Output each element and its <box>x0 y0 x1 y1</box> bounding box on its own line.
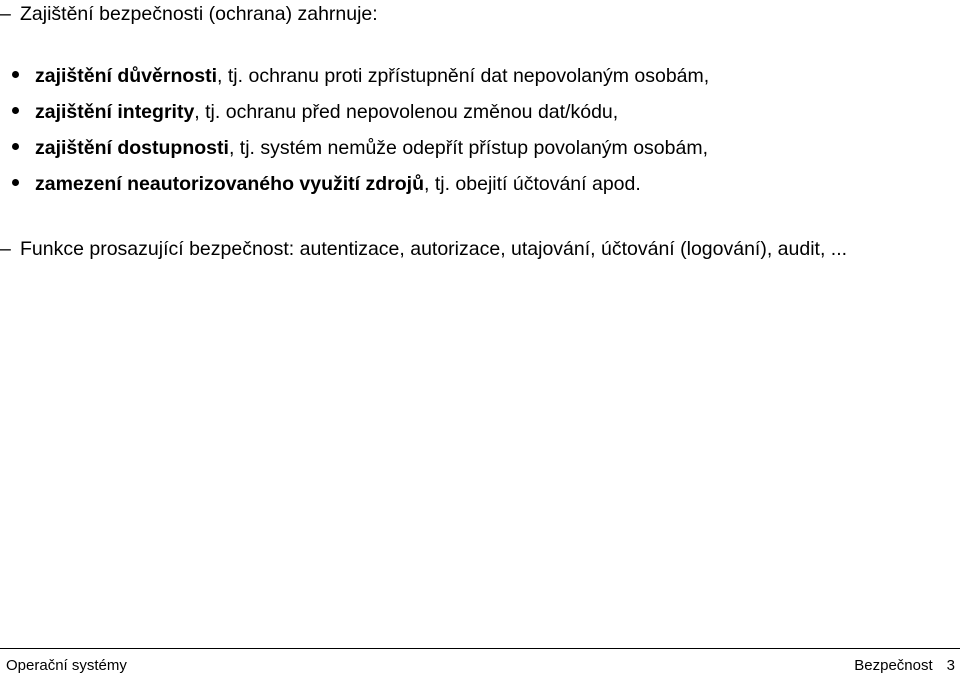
bullet-item-confidentiality <box>12 64 709 88</box>
bullet-icon <box>12 71 19 78</box>
second-dash: – <box>0 238 11 260</box>
bullet-item-unauthorized-use <box>12 172 641 196</box>
item-term: zamezení neautorizovaného využití zdrojů <box>35 173 424 195</box>
bullet-icon <box>12 143 19 150</box>
item-term: zajištění dostupnosti <box>35 137 229 159</box>
heading-dash: – <box>0 3 11 25</box>
heading-line <box>0 2 378 26</box>
heading-text: Zajištění bezpečnosti (ochrana) zahrnuje: <box>20 3 378 25</box>
item-rest: , tj. ochranu před nepovolenou změnou dat/kódu, <box>194 101 619 123</box>
footer-page-number: 3 <box>946 657 955 674</box>
item-term: zajištění integrity <box>35 101 195 123</box>
footer-course-title: Operační systémy <box>6 657 127 674</box>
footer-divider <box>0 648 960 649</box>
second-line <box>0 237 847 261</box>
bullet-item-integrity <box>12 100 618 124</box>
item-rest: , tj. systém nemůže odepřít přístup povolaným osobám, <box>228 137 708 159</box>
footer-section <box>854 657 955 675</box>
item-rest: , tj. ochranu proti zpřístupnění dat nepovolaným osobám, <box>217 65 710 87</box>
second-text: Funkce prosazující bezpečnost: autentizace, autorizace, utajování, účtování (logování), audit, ... <box>20 238 848 260</box>
footer-section-title: Bezpečnost <box>854 657 933 674</box>
item-term: zajištění důvěrnosti <box>35 65 218 87</box>
bullet-item-availability <box>12 136 708 160</box>
bullet-icon <box>12 107 19 114</box>
item-rest: , tj. obejití účtování apod. <box>423 173 641 195</box>
bullet-icon <box>12 179 19 186</box>
